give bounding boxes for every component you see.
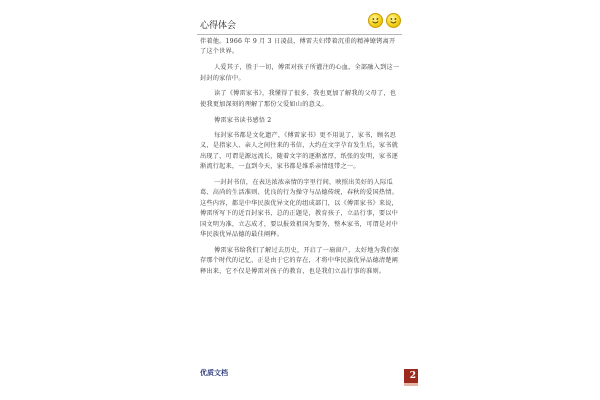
header-title: 心得体会 bbox=[200, 21, 237, 31]
paragraph: 人爱其子，胜于一切，傅雷对孩子所灌注的心血，全部融入到这一封封的家信中。 bbox=[200, 64, 400, 82]
paragraph: 读了《傅雷家书》，我懂得了很多，我也更加了解我的父母了，也使我更加深刻的理解了那份父爱如山的意义。 bbox=[200, 90, 397, 108]
footer-label: 优质文档 bbox=[200, 368, 228, 377]
paragraph: 每封家书都是文化遗产，《傅雷家书》更不用说了，家书，顾名思义，是指家人、亲人之间往来的书信，大约在文字孕育发生后，家书就出现了，可谓是源远流长，随着文字的逐渐富厚，纸张的发明，家书逐渐流行起来，一直到今天，家书都是维系亲情纽带之一。 bbox=[200, 132, 399, 171]
smiley-icon bbox=[386, 13, 401, 28]
paragraph: 一封封书信，在表达浓浓亲情的字里行间，映照出美好的人际瓜葛、高尚的生活准则、优良的行为操守与品德传统，春秋的爱国热情。这些内容，都是中华民族优异文化的组成部门，以《傅雷家书》来说，傅雷所写下的近百封家书，总的正题是，教育孩子，立品行事，要以中国文明为准，立志成才，要以报效祖国为要务，整本家书，可谓是对中华民族优异品德的最佳阐释。 bbox=[200, 179, 399, 239]
page-header bbox=[197, 12, 402, 35]
section-title: 傅雷家书读书感悟 2 bbox=[214, 116, 272, 124]
page-number-badge bbox=[404, 369, 418, 386]
smiley-icon bbox=[368, 13, 383, 28]
paragraph: 傅雷家书给我们了解过去历史，开启了一扇窗户，太好地为我们保存那个时代的记忆，正是由于它的存在，才将中华民族优异品德清楚阐释出来，它不仅是傅雷对孩子的教育，也是我们立品行事的准则。 bbox=[200, 246, 400, 275]
document-body bbox=[200, 37, 400, 282]
page-number: 2 bbox=[409, 371, 416, 381]
badge-stripe bbox=[404, 383, 418, 386]
paragraph: 伴着他。1966 年 9 月 3 日凌晨，傅雷夫妇带着沉重的精神镣铐离开了这个世界。 bbox=[200, 38, 396, 56]
